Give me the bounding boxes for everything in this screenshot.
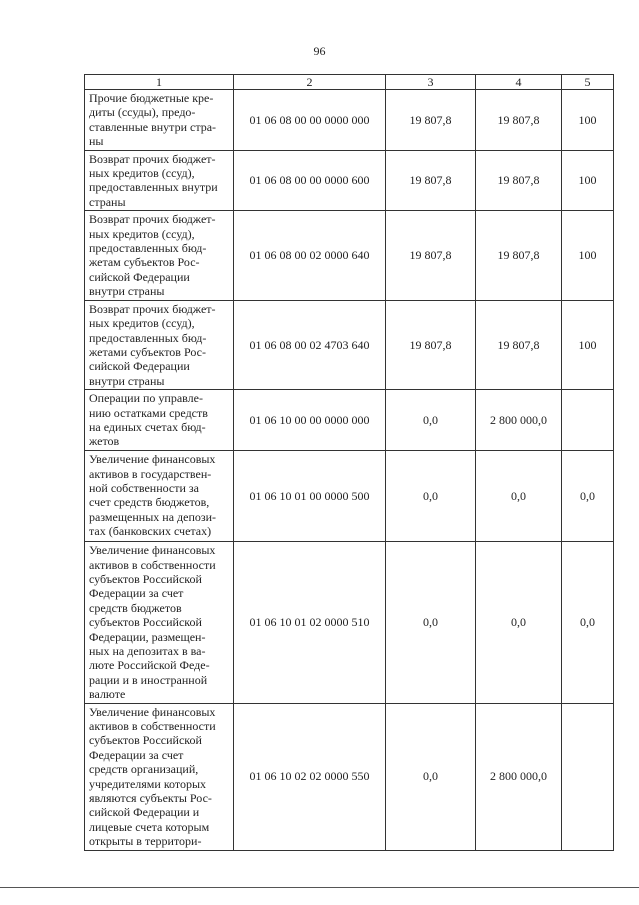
executed-amount-cell: 0,0 <box>476 542 562 703</box>
executed-amount-cell: 19 807,8 <box>476 90 562 151</box>
table-row <box>85 542 614 703</box>
executed-amount-cell: 0,0 <box>476 451 562 542</box>
budget-code-cell: 01 06 08 00 02 4703 640 <box>234 300 386 389</box>
percent-cell: 100 <box>562 150 614 211</box>
table-row <box>85 703 614 850</box>
row-name-cell: Возврат прочих бюджет- ных кредитов (ссуд), предоставленных внутри страны <box>85 150 234 211</box>
table-row <box>85 90 614 151</box>
percent-cell: 0,0 <box>562 542 614 703</box>
planned-amount-cell: 0,0 <box>386 703 476 850</box>
column-header: 1 <box>85 75 234 90</box>
column-header: 2 <box>234 75 386 90</box>
planned-amount-cell: 19 807,8 <box>386 150 476 211</box>
executed-amount-cell: 19 807,8 <box>476 211 562 300</box>
row-name-cell: Операции по управле- нию остатками средств на единых счетах бюд- жетов <box>85 390 234 451</box>
budget-code-cell: 01 06 08 00 02 0000 640 <box>234 211 386 300</box>
column-header: 3 <box>386 75 476 90</box>
row-name-cell: Возврат прочих бюджет- ных кредитов (ссуд), предоставленных бюд- жетами субъектов Рос- сийской Федерации внутри страны <box>85 300 234 389</box>
table-row <box>85 390 614 451</box>
page-number: 96 <box>313 44 326 58</box>
row-name-cell: Прочие бюджетные кре- диты (ссуды), предо- ставленные внутри стра- ны <box>85 90 234 151</box>
row-name-cell: Увеличение финансовых активов в собственности субъектов Российской Федерации за счет средств бюджетов субъектов Российской Федерации, размещен- ных на депозитах в ва- люте Российской Феде- рации и в иностранной валюте <box>85 542 234 703</box>
percent-cell: 100 <box>562 90 614 151</box>
page-bottom-line <box>0 887 639 888</box>
budget-sources-table <box>84 74 614 851</box>
column-header: 5 <box>562 75 614 90</box>
budget-code-cell: 01 06 10 00 00 0000 000 <box>234 390 386 451</box>
percent-cell: 100 <box>562 211 614 300</box>
table-row <box>85 300 614 389</box>
row-name-cell: Возврат прочих бюджет- ных кредитов (ссуд), предоставленных бюд- жетам субъектов Рос- сийской Федерации внутри страны <box>85 211 234 300</box>
budget-code-cell: 01 06 08 00 00 0000 600 <box>234 150 386 211</box>
percent-cell: 100 <box>562 300 614 389</box>
budget-code-cell: 01 06 10 01 00 0000 500 <box>234 451 386 542</box>
budget-code-cell: 01 06 10 01 02 0000 510 <box>234 542 386 703</box>
percent-cell <box>562 703 614 850</box>
column-header: 4 <box>476 75 562 90</box>
percent-cell <box>562 390 614 451</box>
executed-amount-cell: 2 800 000,0 <box>476 703 562 850</box>
executed-amount-cell: 19 807,8 <box>476 300 562 389</box>
planned-amount-cell: 19 807,8 <box>386 300 476 389</box>
planned-amount-cell: 19 807,8 <box>386 90 476 151</box>
table-header-row <box>85 75 614 90</box>
table-row <box>85 451 614 542</box>
planned-amount-cell: 0,0 <box>386 542 476 703</box>
row-name-cell: Увеличение финансовых активов в собственности субъектов Российской Федерации за счет средств организаций, учредителями которых являются субъекты Рос- сийской Федерации и лицевые счета которым открыты в территори- <box>85 703 234 850</box>
planned-amount-cell: 19 807,8 <box>386 211 476 300</box>
planned-amount-cell: 0,0 <box>386 390 476 451</box>
budget-code-cell: 01 06 10 02 02 0000 550 <box>234 703 386 850</box>
row-name-cell: Увеличение финансовых активов в государствен- ной собственности за счет средств бюджетов, размещенных на депози- тах (банковских счетах) <box>85 451 234 542</box>
planned-amount-cell: 0,0 <box>386 451 476 542</box>
table-row <box>85 211 614 300</box>
executed-amount-cell: 19 807,8 <box>476 150 562 211</box>
table-row <box>85 150 614 211</box>
percent-cell: 0,0 <box>562 451 614 542</box>
executed-amount-cell: 2 800 000,0 <box>476 390 562 451</box>
budget-code-cell: 01 06 08 00 00 0000 000 <box>234 90 386 151</box>
